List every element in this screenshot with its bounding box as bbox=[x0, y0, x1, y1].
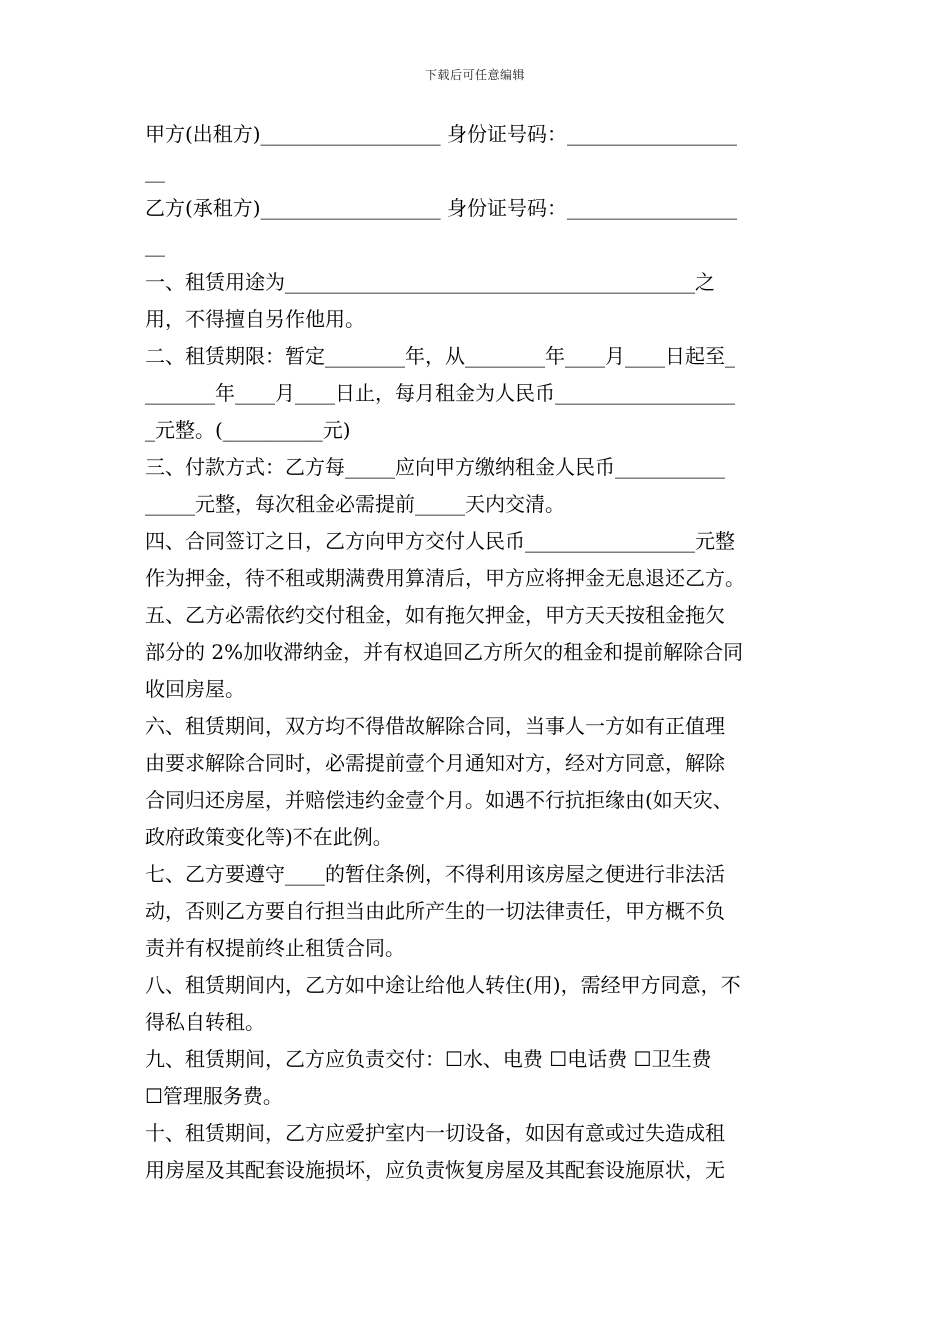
clause-2-line-1: 二、租赁期限：暂定________年，从________年____月____日起至_ bbox=[145, 344, 735, 368]
party-b-line-continued: __ bbox=[145, 233, 165, 257]
clause-7-line-1: 七、乙方要遵守____的暂住条例，不得利用该房屋之便进行非法活 bbox=[145, 862, 725, 886]
clause-6-line-3: 合同归还房屋，并赔偿违约金壹个月。如遇不行抗拒缘由(如天灾、 bbox=[145, 788, 733, 812]
clause-1-line-2: 用，不得擅自另作他用。 bbox=[145, 307, 365, 331]
clause-5-line-1: 五、乙方必需依约交付租金，如有拖欠押金，甲方天天按租金拖欠 bbox=[145, 603, 725, 627]
party-a-line: 甲方(出租方)__________________ 身份证号码：_________________ bbox=[145, 122, 737, 146]
clause-3-line-1: 三、付款方式：乙方每_____应向甲方缴纳租金人民币___________ bbox=[145, 455, 725, 479]
clause-5-line-3: 收回房屋。 bbox=[145, 677, 245, 701]
clause-5-line-2: 部分的 2%加收滞纳金，并有权追回乙方所欠的租金和提前解除合同 bbox=[145, 640, 744, 664]
page-header-note: 下载后可任意编辑 bbox=[424, 68, 525, 82]
clause-10-line-2: 用房屋及其配套设施损坏，应负责恢复房屋及其配套设施原状，无 bbox=[145, 1158, 725, 1182]
clause-2-line-2: _______年____月____日止，每月租金为人民币__________________ bbox=[145, 381, 735, 405]
party-a-line-continued: __ bbox=[145, 159, 165, 183]
party-b-line: 乙方(承租方)__________________ 身份证号码：_________________ bbox=[145, 196, 737, 220]
clause-9-line-2: ☐管理服务费。 bbox=[145, 1084, 283, 1108]
clause-3-line-2: _____元整，每次租金必需提前_____天内交清。 bbox=[145, 492, 565, 516]
clause-7-line-3: 责并有权提前终止租赁合同。 bbox=[145, 936, 405, 960]
clause-6-line-4: 政府政策变化等)不在此例。 bbox=[145, 825, 393, 849]
clause-1-line-1: 一、租赁用途为_________________________________________之 bbox=[145, 270, 715, 294]
clause-9-line-1: 九、租赁期间，乙方应负责交付：☐水、电费 ☐电话费 ☐卫生费 bbox=[145, 1047, 712, 1071]
clause-4-line-2: 作为押金，待不租或期满费用算清后，甲方应将押金无息退还乙方。 bbox=[145, 566, 745, 590]
clause-2-line-3: _元整。(__________元) bbox=[145, 418, 351, 442]
clause-7-line-2: 动，否则乙方要自行担当由此所产生的一切法律责任，甲方概不负 bbox=[145, 899, 725, 923]
clause-6-line-1: 六、租赁期间，双方均不得借故解除合同，当事人一方如有正值理 bbox=[145, 714, 725, 738]
contract-body bbox=[145, 116, 807, 1189]
clause-6-line-2: 由要求解除合同时，必需提前壹个月通知对方，经对方同意，解除 bbox=[145, 751, 725, 775]
clause-8-line-2: 得私自转租。 bbox=[145, 1010, 265, 1034]
clause-4-line-1: 四、合同签订之日，乙方向甲方交付人民币_________________元整 bbox=[145, 529, 735, 553]
clause-8-line-1: 八、租赁期间内，乙方如中途让给他人转住(用)，需经甲方同意，不 bbox=[145, 973, 741, 997]
clause-10-line-1: 十、租赁期间，乙方应爱护室内一切设备，如因有意或过失造成租 bbox=[145, 1121, 725, 1145]
